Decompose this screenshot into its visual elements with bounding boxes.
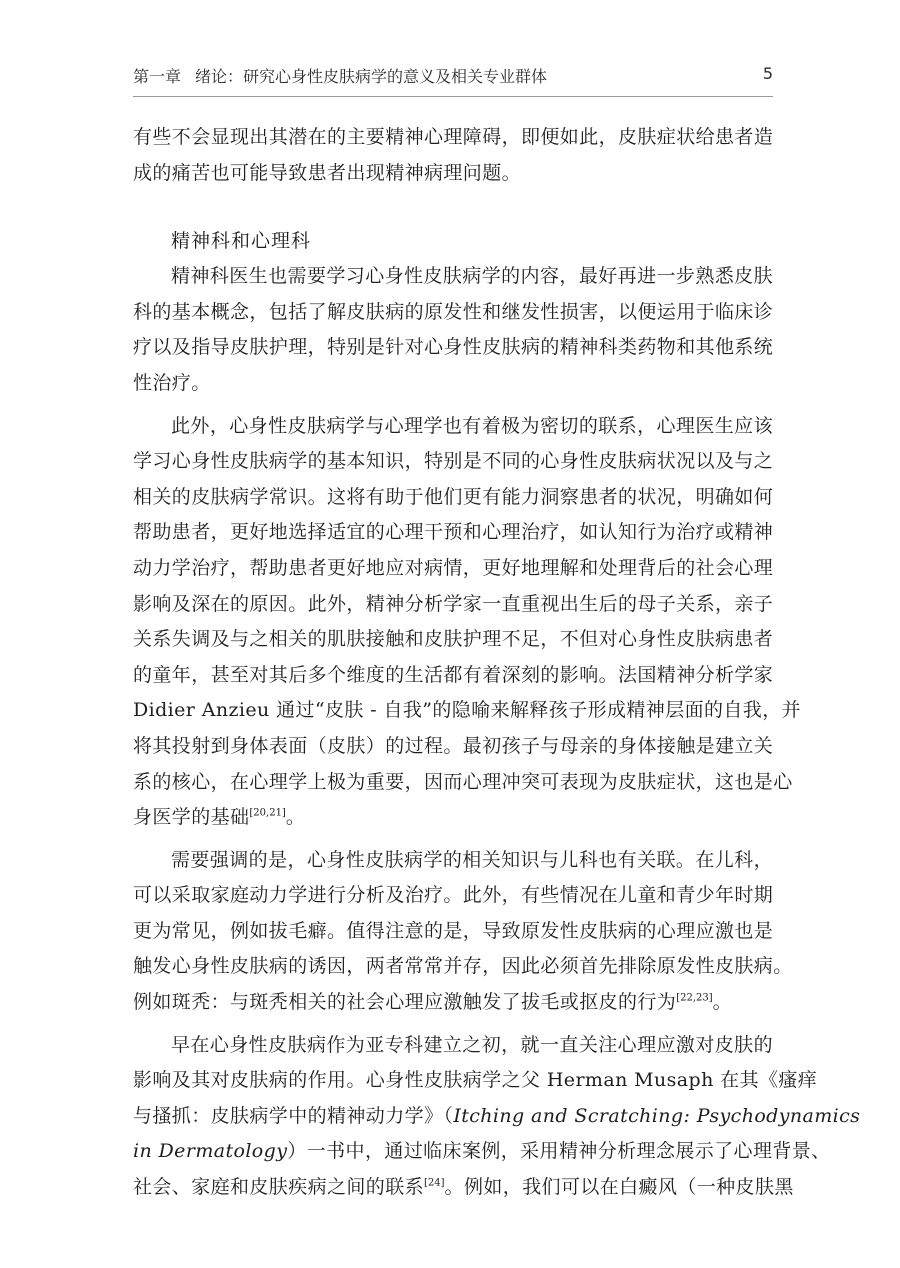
section-heading: 精神科和心理科 — [171, 230, 312, 253]
text-line: 性治疗。 — [133, 371, 211, 394]
text-line: 疗以及指导皮肤护理，特别是针对心身性皮肤病的精神科类药物和其他系统 — [133, 336, 774, 359]
text-line: 需要强调的是，心身性皮肤病学的相关知识与儿科也有关联。在儿科， — [171, 848, 773, 871]
text-segment: 与搔抓：皮肤病学中的精神动力学》（ — [133, 1104, 454, 1127]
text-line: 有些不会显现出其潜在的主要精神心理障碍，即便如此，皮肤症状给患者造 — [133, 126, 774, 148]
chapter-number: 第一章 — [133, 67, 182, 86]
text-line: 动力学治疗，帮助患者更好地应对病情，更好地理解和处理背后的社会心理 — [133, 556, 774, 579]
text-line — [133, 1134, 831, 1170]
book-title-english: Itching and Scratching: Psychodynamics — [453, 1104, 861, 1127]
text-line: Didier Anzieu 通过“皮肤 - 自我”的隐喻来解释孩子形成精神层面的自我，并 — [133, 699, 802, 722]
text-line: 早在心身性皮肤病作为亚专科建立之初，就一直关注心理应激对皮肤的 — [171, 1033, 773, 1056]
text-segment: 。 — [285, 806, 306, 829]
paragraph-psychology — [133, 409, 802, 836]
text-line: 将其投射到身体表面（皮肤）的过程。最初孩子与母亲的身体接触是建立关 — [133, 734, 774, 757]
text-line: 的童年，甚至对其后多个维度的生活都有着深刻的影响。法国精神分析学家 — [133, 663, 774, 686]
book-title-english: in Dermatology — [133, 1140, 288, 1163]
text-line — [133, 1099, 861, 1135]
page-number: 5 — [762, 64, 773, 83]
text-line: 影响及深在的原因。此外，精神分析学家一直重视出生后的母子关系，亲子 — [133, 592, 774, 615]
text-segment: 社会、家庭和皮肤疾病之间的联系 — [133, 1176, 425, 1199]
text-segment: 例如斑秃：与斑秃相关的社会心理应激触发了拔毛或抠皮的行为 — [133, 991, 677, 1014]
citation: [22,23] — [676, 992, 713, 1004]
paragraph-psychiatry — [133, 259, 773, 401]
text-line: 关系失调及与之相关的肌肤接触和皮肤护理不足，不但对心身性皮肤病患者 — [133, 628, 774, 651]
paragraph-history — [133, 1028, 861, 1206]
text-segment: 。 — [712, 991, 733, 1014]
text-line: 可以采取家庭动力学进行分析及治疗。此外，有些情况在儿童和青少年时期 — [133, 884, 774, 907]
text-line: 精神科医生也需要学习心身性皮肤病学的内容，最好再进一步熟悉皮肤 — [171, 265, 773, 288]
citation: [24] — [424, 1177, 445, 1189]
text-segment: 。例如，我们可以在白癜风（一种皮肤黑 — [444, 1176, 794, 1199]
chapter-label — [133, 64, 547, 87]
chapter-title: 绪论：研究心身性皮肤病学的意义及相关专业群体 — [195, 67, 548, 86]
header-rule — [133, 96, 773, 97]
running-head — [133, 64, 773, 94]
text-line: 触发心身性皮肤病的诱因，两者常常并存，因此必须首先排除原发性皮肤病。 — [133, 955, 793, 978]
text-line: 科的基本概念，包括了解皮肤病的原发性和继发性损害，以便运用于临床诊 — [133, 300, 774, 323]
text-line — [133, 985, 773, 1021]
paragraph-intro — [133, 120, 773, 191]
text-line: 系的核心，在心理学上极为重要，因而心理冲突可表现为皮肤症状，这也是心 — [133, 770, 793, 793]
text-line — [133, 1170, 794, 1206]
text-line: 帮助患者，更好地选择适宜的心理干预和心理治疗，如认知行为治疗或精神 — [133, 521, 774, 544]
text-line: 此外，心身性皮肤病学与心理学也有着极为密切的联系，心理医生应该 — [171, 414, 773, 437]
paragraph-pediatrics — [133, 843, 793, 1021]
text-line: 更为常见，例如拔毛癖。值得注意的是，导致原发性皮肤病的心理应激也是 — [133, 919, 774, 942]
body-text — [133, 120, 861, 1213]
text-segment: 身医学的基础 — [133, 806, 250, 829]
text-segment: ）一书中，通过临床案例，采用精神分析理念展示了心理背景、 — [287, 1140, 831, 1163]
citation: [20,21] — [249, 807, 286, 819]
text-line: 影响及其对皮肤病的作用。心身性皮肤病学之父 Herman Musaph 在其《瘙痒 — [133, 1069, 818, 1092]
text-line: 相关的皮肤病学常识。这将有助于他们更有能力洞察患者的状况，明确如何 — [133, 485, 774, 508]
text-line — [133, 800, 773, 836]
text-line: 学习心身性皮肤病学的基本知识，特别是不同的心身性皮肤病状况以及与之 — [133, 450, 774, 473]
text-line: 成的痛苦也可能导致患者出现精神病理问题。 — [133, 161, 522, 184]
